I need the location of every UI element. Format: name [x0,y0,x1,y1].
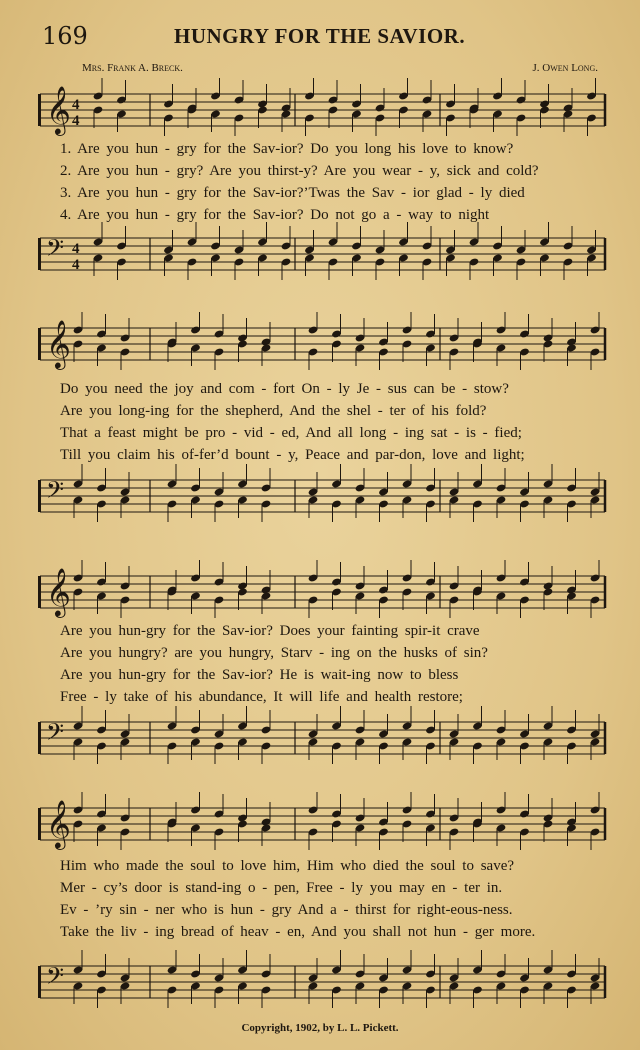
verse-block-system-4 [60,855,620,943]
bass-staff-system-3 [0,706,640,776]
time-signature-bottom: 4 [72,257,80,273]
verse-line-4: Take the liv - ing bread of heav - en, And you shall not hun - ger more. [60,924,536,940]
verse-block-system-3 [60,620,620,708]
bass-clef-icon: 𝄢 [46,962,65,995]
system-bar [38,966,41,998]
composer-credit: J. Owen Long. [532,62,598,74]
bass-clef-icon: 𝄢 [46,476,65,509]
verse-line-4: Till you claim his of-fer’d bount - y, Peace and par-don, love and light; [60,447,525,463]
verse-line-1: Are you hun-gry for the Sav-ior? Does your fainting spir-it crave [60,623,480,639]
verse-line-3: 3. Are you hun - gry for the Sav-ior?’Twas the Sav - ior glad - ly died [60,185,525,201]
time-signature-top: 4 [72,241,80,257]
treble-clef-icon: 𝄞 [46,567,71,616]
treble-staff-system-2 [0,312,640,382]
treble-staff-system-4 [0,792,640,862]
time-signature-bottom: 4 [72,113,80,129]
verse-block-system-2 [60,378,620,466]
page-number: 169 [42,22,88,50]
system-bar [38,328,41,360]
time-signature-top: 4 [72,97,80,113]
verse-line-2: 2. Are you hun - gry? Are you thirst-y? Are you wear - y, sick and cold? [60,163,539,179]
bass-staff-system-1 [0,222,640,292]
system-bar [38,94,41,126]
verse-line-2: Are you hungry? are you hungry, Starv - ing on the husks of sin? [60,645,488,661]
verse-line-2: Mer - cy’s door is stand-ing o - pen, Free - ly you may en - ter in. [60,880,503,896]
treble-clef-icon: 𝄞 [46,319,71,368]
system-bar [38,722,41,754]
verse-block-system-1 [60,138,620,226]
hymn-title: HUNGRY FOR THE SAVIOR. [174,24,466,48]
treble-clef-icon: 𝄞 [46,85,71,134]
lyricist-credit: Mrs. Frank A. Breck. [82,62,183,74]
verse-line-3: Are you hun-gry for the Sav-ior? He is wait-ing now to bless [60,667,459,683]
bass-staff-system-2 [0,464,640,534]
verse-line-4: 4. Are you hun - gry for the Sav-ior? Do not go a - way to night [60,207,490,223]
verse-line-1: Do you need the joy and com - fort On - ly Je - sus can be - stow? [60,381,509,397]
verse-line-3: That a feast might be pro - vid - ed, And all long - ing sat - is - fied; [60,425,522,441]
system-bar [38,480,41,512]
system-bar [38,576,41,608]
system-bar [38,238,41,270]
verse-line-3: Ev - ’ry sin - ner who is hun - gry And a - thirst for right-eous-ness. [60,902,513,918]
verse-line-2: Are you long-ing for the shepherd, And the shel - ter of his fold? [60,403,487,419]
copyright-notice: Copyright, 1902, by L. L. Pickett. [241,1022,399,1034]
bass-clef-icon: 𝄢 [46,234,65,267]
system-bar [38,808,41,840]
verse-line-4: Free - ly take of his abundance, It will life and health restore; [60,689,463,705]
verse-line-1: Him who made the soul to love him, Him who died the soul to save? [60,858,515,874]
bass-clef-icon: 𝄢 [46,718,65,751]
verse-line-1: 1. Are you hun - gry for the Sav-ior? Do you long his love to know? [60,141,514,157]
bass-staff-system-4 [0,950,640,1020]
treble-clef-icon: 𝄞 [46,799,71,848]
